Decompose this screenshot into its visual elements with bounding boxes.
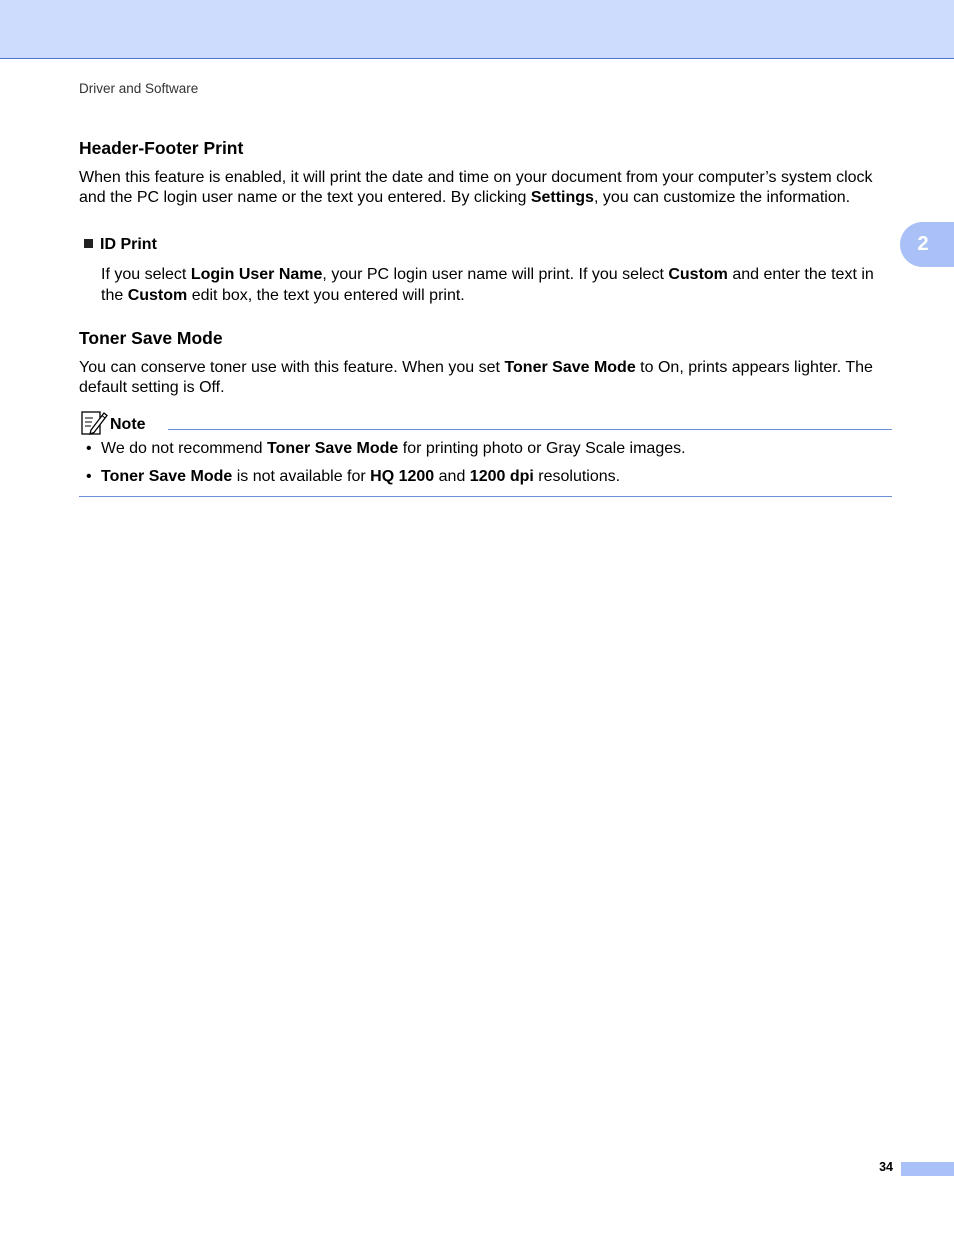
toner-save-paragraph (79, 358, 894, 398)
bold-toner-save-mode: Toner Save Mode (504, 359, 636, 376)
text-run: for printing photo or Gray Scale images. (398, 440, 686, 457)
note-item (86, 467, 621, 487)
note-item (86, 439, 686, 459)
text-run: is not available for (232, 468, 371, 485)
text-run: and (434, 468, 470, 485)
subsection-title: ID Print (100, 236, 157, 253)
bold-1200-dpi: 1200 dpi (469, 468, 534, 485)
bold-custom: Custom (127, 287, 188, 304)
square-bullet-icon (84, 239, 93, 248)
header-footer-paragraph (79, 168, 894, 208)
chapter-tab (900, 222, 954, 267)
bullet-icon: • (86, 440, 92, 457)
note-bottom-rule (79, 496, 892, 497)
text-run: You can conserve toner use with this feature. When you set (79, 359, 505, 376)
section-title-header-footer-print: Header-Footer Print (79, 138, 244, 158)
page-number: 34 (879, 1160, 893, 1174)
bold-login-user-name: Login User Name (190, 266, 323, 283)
bold-hq-1200: HQ 1200 (370, 468, 435, 485)
note-label: Note (110, 416, 146, 433)
text-run: When this feature is enabled, it will print the date and time on your document from your computer’s system clock and the PC login user name or the text you entered. By clicking (79, 169, 873, 206)
page-number-tab (901, 1162, 954, 1176)
text-run: and enter the text in the (101, 266, 874, 304)
bullet-icon: • (86, 468, 92, 485)
text-run: We do not recommend (101, 440, 268, 457)
top-header-band (0, 0, 954, 59)
bold-settings: Settings (530, 189, 594, 206)
text-run: to On, prints appears lighter. The default setting is Off. (79, 359, 873, 396)
text-run: resolutions. (533, 468, 621, 485)
bold-custom: Custom (668, 266, 728, 283)
subsection-id-print (84, 236, 157, 254)
id-print-paragraph (101, 264, 891, 306)
text-run: If you select (101, 266, 191, 283)
bold-toner-save-mode: Toner Save Mode (101, 468, 233, 485)
text-run: edit box, the text you entered will print. (187, 287, 465, 304)
chapter-number: 2 (917, 233, 929, 255)
bold-toner-save-mode: Toner Save Mode (267, 440, 399, 457)
text-run: , your PC login user name will print. If you select (322, 266, 669, 283)
section-title-toner-save-mode: Toner Save Mode (79, 328, 223, 348)
text-run: , you can customize the information. (593, 189, 851, 206)
note-pencil-icon (80, 409, 108, 437)
note-top-rule (168, 429, 892, 430)
running-header-title: Driver and Software (79, 81, 199, 96)
